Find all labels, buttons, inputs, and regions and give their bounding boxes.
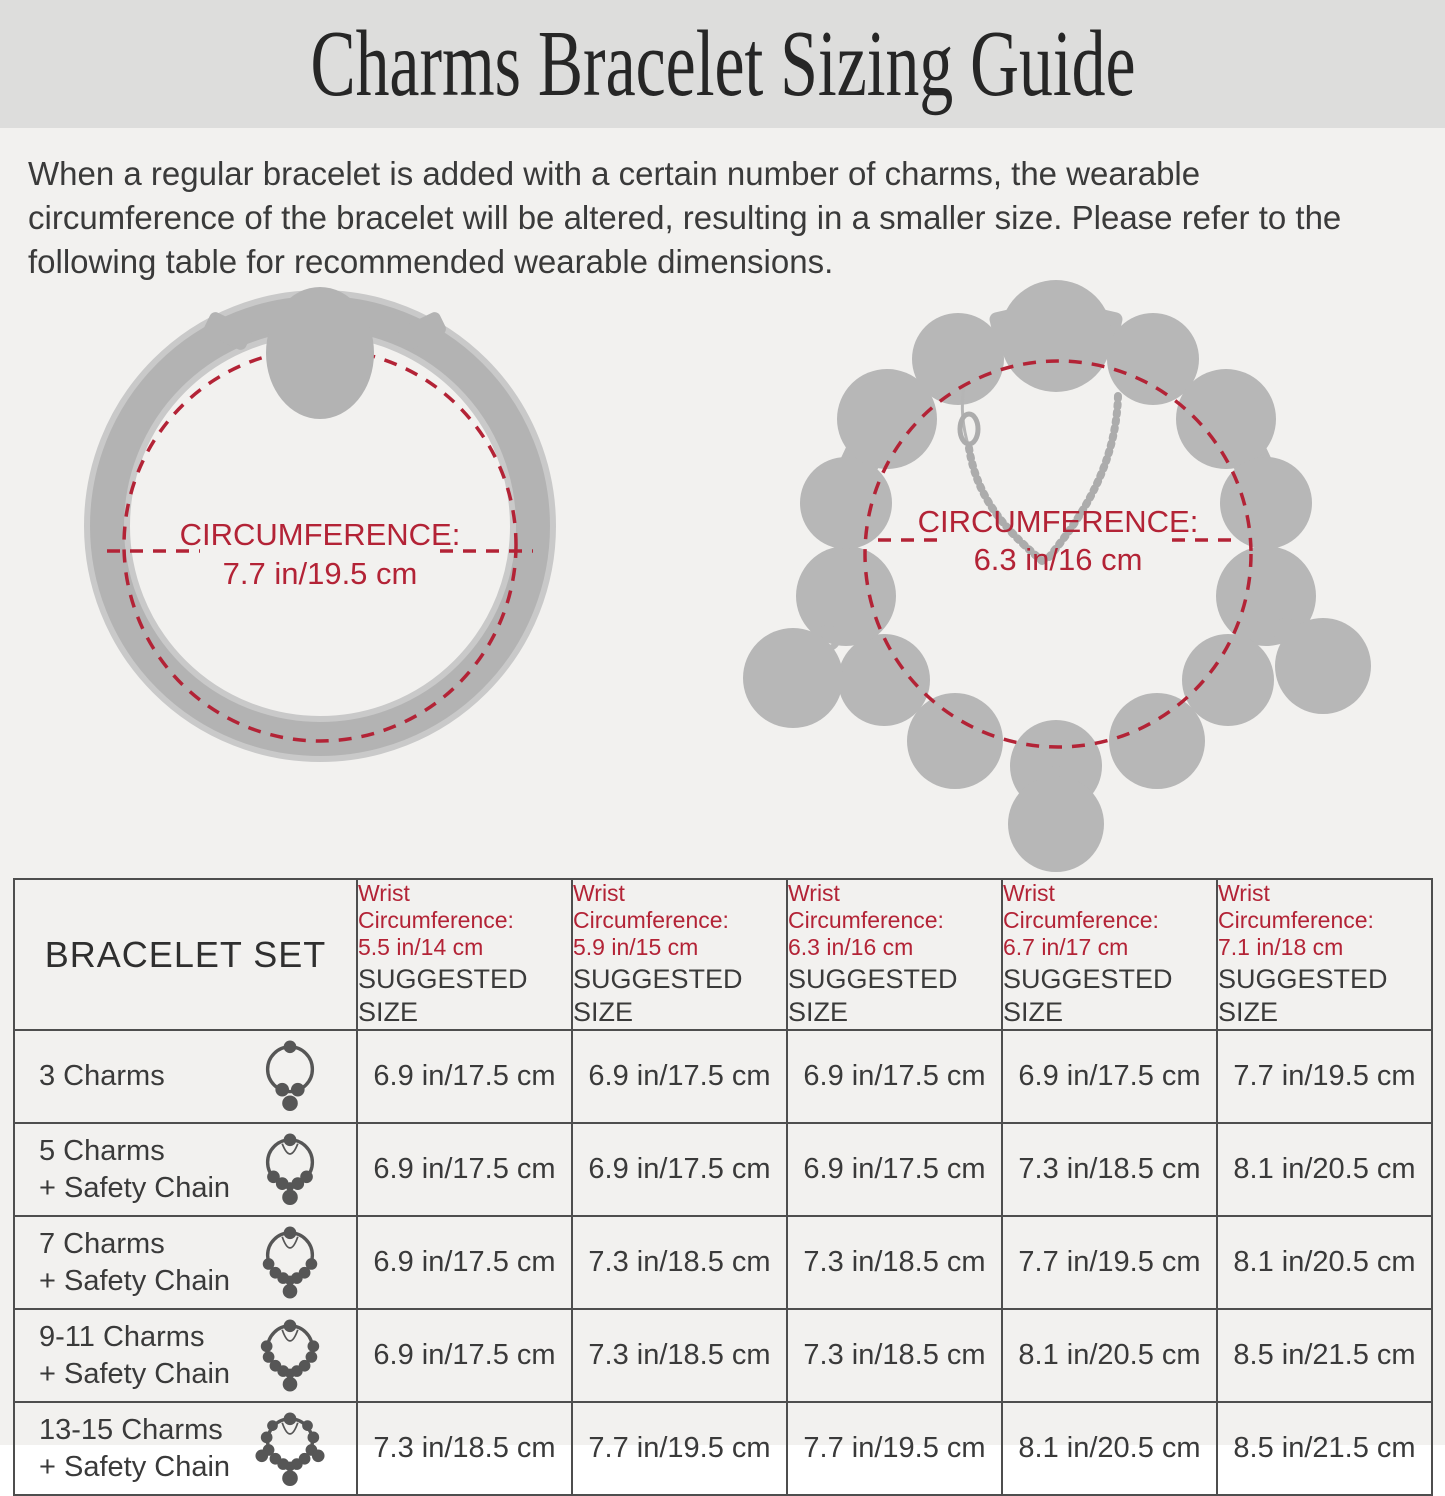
bracelet-set-icon-3-charms [254, 1037, 326, 1117]
bracelet-set-icon-5-charms [254, 1130, 326, 1210]
size-value-cell: 6.9 in/17.5 cm [572, 1030, 787, 1123]
bracelet-set-cell [14, 1309, 357, 1402]
suggested-size-label: SUGGESTED SIZE [788, 964, 958, 1027]
wrist-circumference-value: 7.1 in/18 cm [1218, 934, 1344, 960]
size-value-cell: 8.5 in/21.5 cm [1217, 1402, 1432, 1495]
charm-bead [1220, 457, 1312, 549]
table-row [14, 1309, 1432, 1402]
size-value-cell: 6.9 in/17.5 cm [1002, 1030, 1217, 1123]
size-value-cell: 7.7 in/19.5 cm [572, 1402, 787, 1495]
set-label: 9-11 Charms + Safety Chain [39, 1320, 231, 1390]
suggested-size-label: SUGGESTED SIZE [358, 964, 528, 1027]
charm-bead [907, 693, 1003, 789]
table-header-row [14, 879, 1432, 1030]
bracelet-set-cell [14, 1402, 357, 1495]
size-value-cell: 6.9 in/17.5 cm [357, 1216, 572, 1309]
circumference-label: CIRCUMFERENCE: [179, 517, 461, 552]
wrist-column-header [787, 879, 1002, 1030]
size-value-cell: 6.9 in/17.5 cm [357, 1309, 572, 1402]
wrist-circumference-value: 5.9 in/15 cm [573, 934, 699, 960]
size-value-cell: 6.9 in/17.5 cm [357, 1123, 572, 1216]
size-value-cell: 8.1 in/20.5 cm [1217, 1216, 1432, 1309]
charm-bead [796, 546, 896, 646]
bracelet-set-icon-7-charms [254, 1223, 326, 1303]
wrist-circumference-label: Wrist Circumference: [573, 880, 729, 933]
set-label: 3 Charms [39, 1060, 165, 1092]
size-value-cell: 8.1 in/20.5 cm [1002, 1309, 1217, 1402]
wrist-circumference-value: 6.3 in/16 cm [788, 934, 914, 960]
dangle-charm-right [1275, 618, 1371, 714]
wrist-circumference-label: Wrist Circumference: [1218, 880, 1374, 933]
size-value-cell: 7.3 in/18.5 cm [572, 1216, 787, 1309]
charm-bead [1109, 693, 1205, 789]
circumference-label: CIRCUMFERENCE: [917, 504, 1199, 539]
intro-paragraph [28, 152, 1428, 284]
intro-line: When a regular bracelet is added with a certain number of charms, the wearable [28, 155, 1201, 192]
size-value-cell: 6.9 in/17.5 cm [787, 1123, 1002, 1216]
table-row [14, 1402, 1432, 1495]
set-label: 13-15 Charms + Safety Chain [39, 1413, 231, 1483]
sizing-table [13, 878, 1433, 1496]
wrist-circumference-label: Wrist Circumference: [788, 880, 944, 933]
page-title: Charms Bracelet Sizing Guide [309, 12, 1136, 116]
charm-bead [838, 634, 930, 726]
size-value-cell: 7.7 in/19.5 cm [1002, 1216, 1217, 1309]
size-value-cell: 6.9 in/17.5 cm [572, 1123, 787, 1216]
size-value-cell: 7.3 in/18.5 cm [572, 1309, 787, 1402]
dangle-charm-bottom [1008, 776, 1104, 872]
bracelet-set-icon-13-15-charms [254, 1409, 326, 1489]
size-value-cell: 7.3 in/18.5 cm [357, 1402, 572, 1495]
charm-bead [1176, 369, 1276, 469]
wrist-column-header [572, 879, 787, 1030]
charm-bead [800, 457, 892, 549]
size-value-cell: 8.1 in/20.5 cm [1217, 1123, 1432, 1216]
suggested-size-label: SUGGESTED SIZE [1003, 964, 1173, 1027]
table-row [14, 1030, 1432, 1123]
circumference-value: 7.7 in/19.5 cm [222, 556, 418, 591]
wrist-column-header [1217, 879, 1432, 1030]
charm-bead [1000, 280, 1112, 392]
size-value-cell: 6.9 in/17.5 cm [787, 1030, 1002, 1123]
wrist-circumference-label: Wrist Circumference: [358, 880, 514, 933]
size-value-cell: 7.3 in/18.5 cm [1002, 1123, 1217, 1216]
charm-bead [912, 313, 1004, 405]
charm-bracelet-figure [726, 266, 1426, 858]
wrist-column-header [1002, 879, 1217, 1030]
wrist-circumference-value: 6.7 in/17 cm [1003, 934, 1129, 960]
wrist-circumference-label: Wrist Circumference: [1003, 880, 1159, 933]
plain-bracelet-figure [55, 283, 595, 788]
size-value-cell: 8.5 in/21.5 cm [1217, 1309, 1432, 1402]
dangle-charm-left [743, 628, 843, 728]
intro-line: following table for recommended wearable dimensions. [28, 243, 834, 280]
wrist-circumference-value: 5.5 in/14 cm [358, 934, 484, 960]
header-band [0, 0, 1445, 128]
circumference-value: 6.3 in/16 cm [973, 542, 1143, 577]
size-value-cell: 7.3 in/18.5 cm [787, 1216, 1002, 1309]
suggested-size-label: SUGGESTED SIZE [573, 964, 743, 1027]
bracelet-set-icon-9-11-charms [254, 1316, 326, 1396]
bracelet-set-header: BRACELET SET [14, 879, 357, 1030]
size-value-cell: 8.1 in/20.5 cm [1002, 1402, 1217, 1495]
bracelet-set-cell [14, 1123, 357, 1216]
set-label: 5 Charms + Safety Chain [39, 1134, 231, 1204]
suggested-size-label: SUGGESTED SIZE [1218, 964, 1388, 1027]
bracelet-set-cell [14, 1030, 357, 1123]
table-row [14, 1123, 1432, 1216]
set-label: 7 Charms + Safety Chain [39, 1227, 231, 1297]
bracelet-set-cell [14, 1216, 357, 1309]
bracelet-clasp [266, 287, 374, 419]
intro-line: circumference of the bracelet will be altered, resulting in a smaller size. Please refer to the [28, 199, 1342, 236]
size-value-cell: 7.7 in/19.5 cm [787, 1402, 1002, 1495]
size-value-cell: 7.7 in/19.5 cm [1217, 1030, 1432, 1123]
table-row [14, 1216, 1432, 1309]
wrist-column-header [357, 879, 572, 1030]
size-value-cell: 6.9 in/17.5 cm [357, 1030, 572, 1123]
size-value-cell: 7.3 in/18.5 cm [787, 1309, 1002, 1402]
